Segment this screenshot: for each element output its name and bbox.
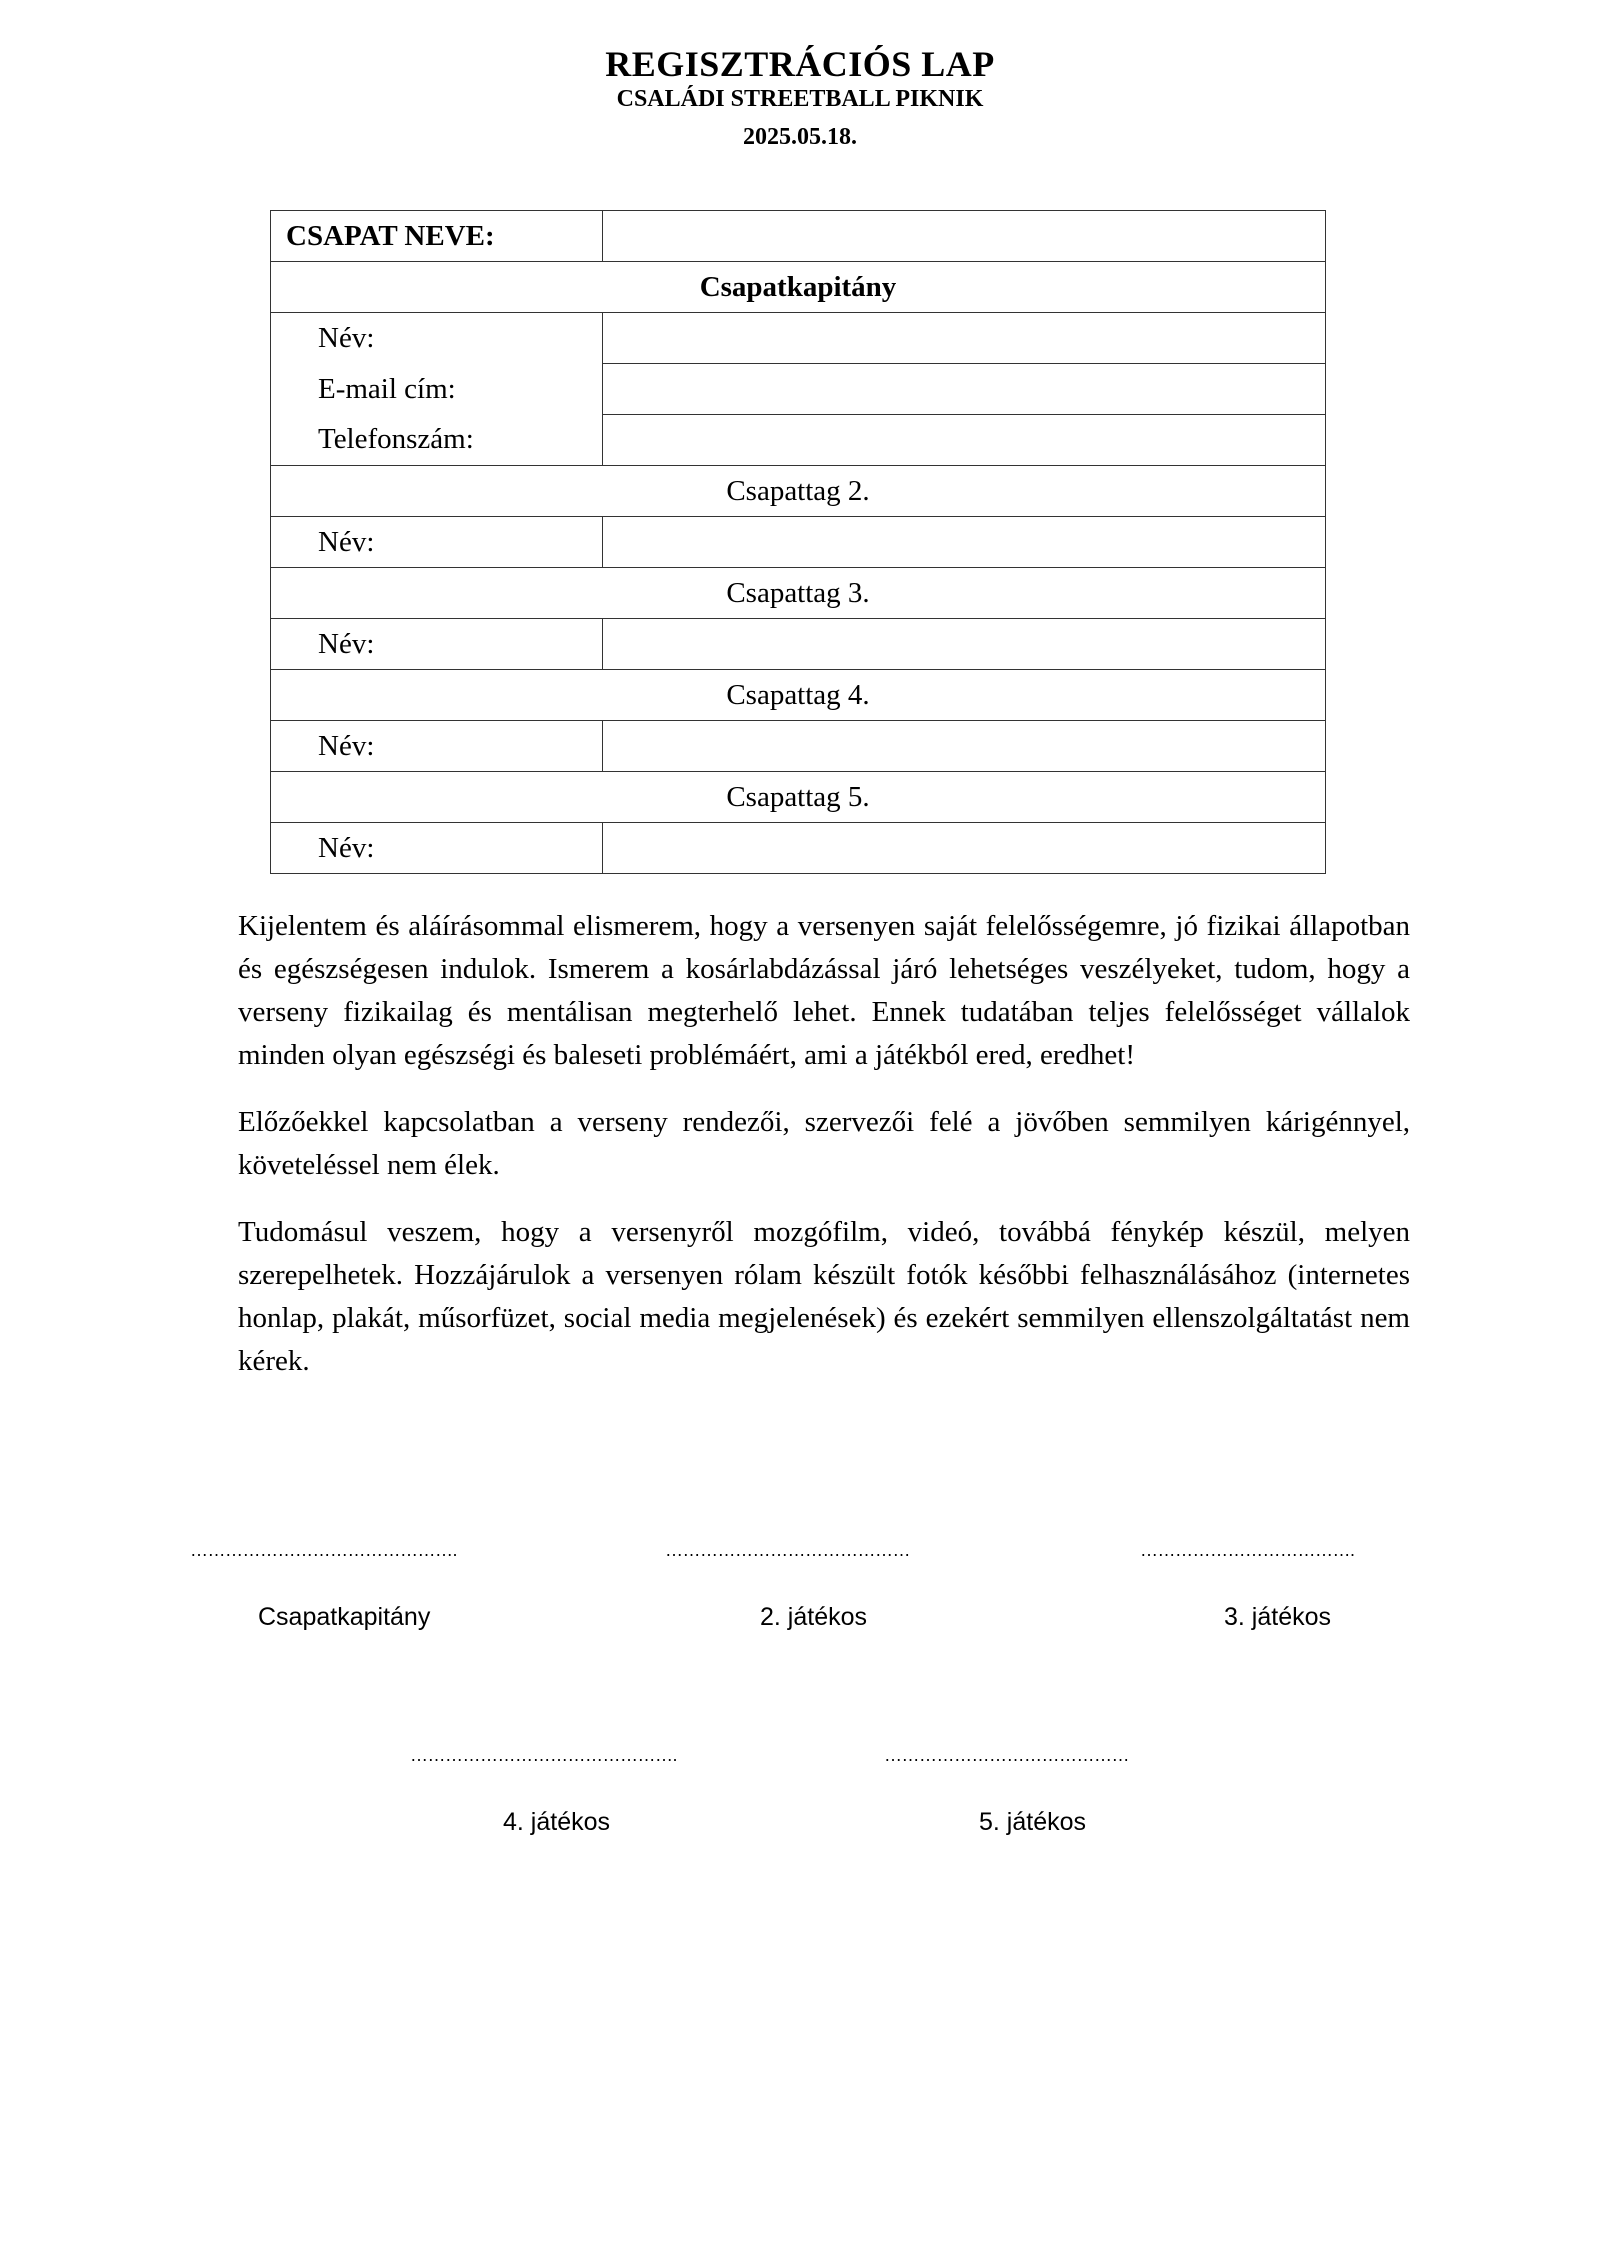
player-3-signature-label: 3. játékos [1224,1603,1332,1631]
captain-email-label: E-mail cím: [271,364,603,415]
player-3-signature-line[interactable]: ………………………………. [1140,1540,1355,1560]
player-4-signature-line[interactable]: ………………………………………. [410,1745,678,1765]
player-5-signature-line[interactable]: …………………………………… [884,1745,1129,1765]
event-name: CSALÁDI STREETBALL PIKNIK [616,86,984,112]
captain-email-field[interactable] [603,364,1326,415]
registration-table [270,210,1326,874]
member-2-name-row [271,517,1326,568]
captain-name-label: Név: [271,313,603,364]
declaration-paragraph-1: Kijelentem és aláírásommal elismerem, hogy a versenyen saját felelősségemre, jó fizikai állapotban és egészségesen indulok. Ismerem a kosárlabdázással járó lehetséges veszélyeket, tudom, hogy a verseny fizikailag és mentálisan megterhelő lehet. Ennek tudatában teljes felelősséget vállalok minden olyan egészségi és baleseti problémáért, ami a játékból ered, eredhet! [238,910,1410,1071]
captain-email-row [271,364,1326,415]
member-4-name-row [271,721,1326,772]
captain-heading-row [271,262,1326,313]
captain-phone-field[interactable] [603,415,1326,466]
player-2-signature-label: 2. játékos [760,1603,868,1631]
declaration-text [238,905,1410,1407]
player-4-signature-label: 4. játékos [503,1808,611,1836]
member-5-name-label: Név: [271,823,603,874]
document-title: REGISZTRÁCIÓS LAP [605,44,995,84]
member-5-heading: Csapattag 5. [271,772,1326,823]
declaration-paragraph-3: Tudomásul veszem, hogy a versenyről mozgófilm, videó, továbbá fénykép készül, melyen szerepelhetek. Hozzájárulok a versenyen rólam készült fotók későbbi felhasználásához (internetes honlap, plakát, műsorfüzet, social media megjelenések) és ezekért semmilyen ellenszolgáltatást nem kérek. [238,1216,1410,1377]
member-4-name-label: Név: [271,721,603,772]
event-date: 2025.05.18. [743,124,857,150]
team-name-label: CSAPAT NEVE: [271,211,603,262]
captain-name-field[interactable] [603,313,1326,364]
member-2-heading: Csapattag 2. [271,466,1326,517]
member-4-heading: Csapattag 4. [271,670,1326,721]
member-2-name-label: Név: [271,517,603,568]
team-name-row [271,211,1326,262]
member-4-name-field[interactable] [603,721,1326,772]
member-3-name-field[interactable] [603,619,1326,670]
member-3-heading-row [271,568,1326,619]
member-2-heading-row [271,466,1326,517]
member-5-heading-row [271,772,1326,823]
captain-name-row [271,313,1326,364]
captain-phone-row [271,415,1326,466]
member-5-name-field[interactable] [603,823,1326,874]
declaration-paragraph-2: Előzőekkel kapcsolatban a verseny rendezői, szervezői felé a jövőben semmilyen kárigénnyel, követeléssel nem élek. [238,1106,1410,1181]
member-3-heading: Csapattag 3. [271,568,1326,619]
captain-heading: Csapatkapitány [271,262,1326,313]
member-5-name-row [271,823,1326,874]
captain-signature-label: Csapatkapitány [258,1603,431,1631]
member-4-heading-row [271,670,1326,721]
team-name-field[interactable] [603,211,1326,262]
member-3-name-label: Név: [271,619,603,670]
document-header [0,44,1600,152]
member-2-name-field[interactable] [603,517,1326,568]
captain-signature-line[interactable]: ………………………………………. [190,1540,458,1560]
player-2-signature-line[interactable]: …………………………………… [665,1540,910,1560]
member-3-name-row [271,619,1326,670]
player-5-signature-label: 5. játékos [979,1808,1087,1836]
captain-phone-label: Telefonszám: [271,415,603,466]
